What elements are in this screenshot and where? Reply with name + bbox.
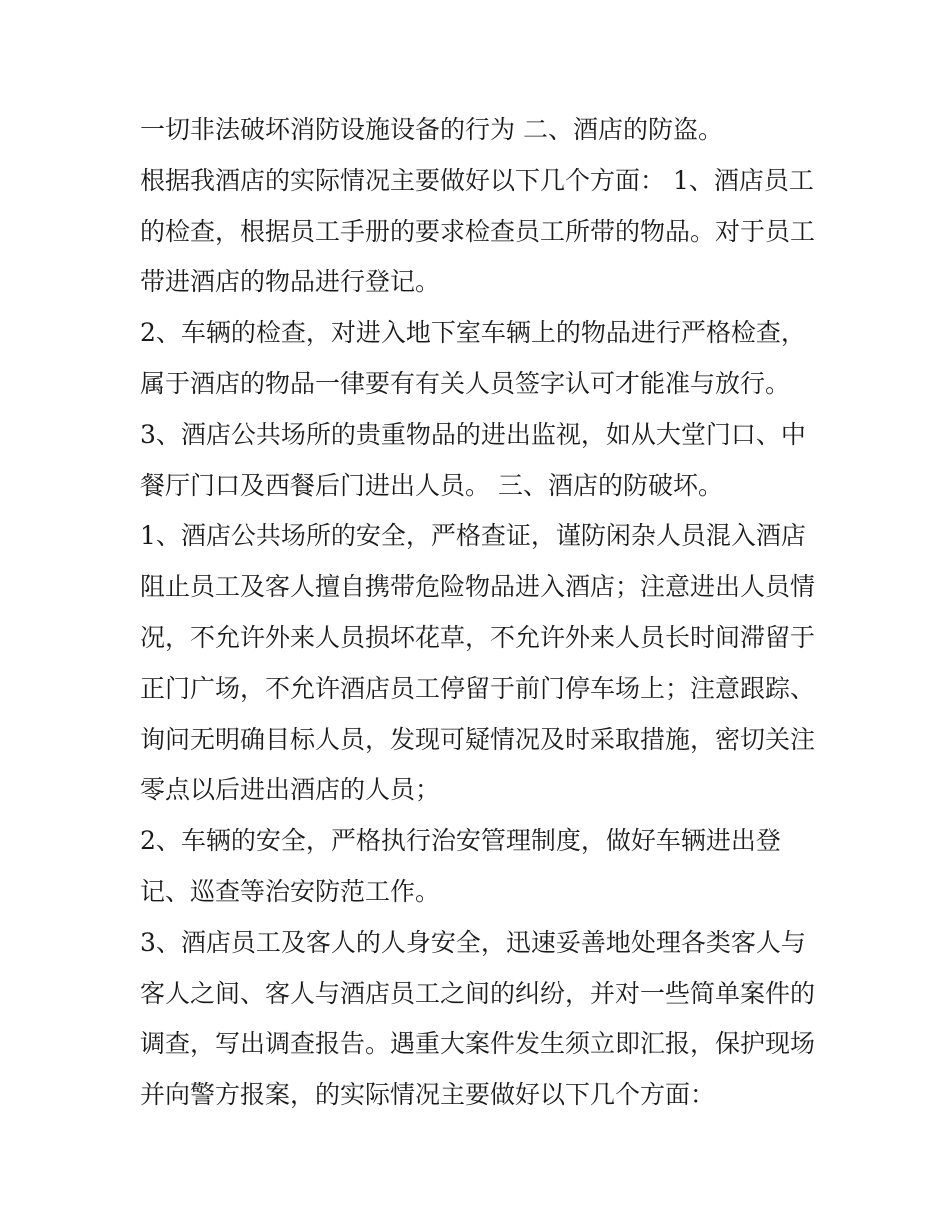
text-line: 1、酒店公共场所的安全，严格查证，谨防闲杂人员混入酒店 — [140, 521, 806, 551]
text-line: 一切非法破坏消防设施设备的行为 二、酒店的防盗。 — [140, 115, 723, 144]
text-line: 3、酒店公共场所的贵重物品的进出监视，如从大堂门口、中 — [140, 419, 806, 449]
text-line: 并向警方报案，的实际情况主要做好以下几个方面： — [140, 1080, 716, 1110]
body-text — [140, 105, 820, 1121]
text-line: 询问无明确目标人员，发现可疑情况及时采取措施，密切关注 — [140, 724, 816, 754]
text-line: 况，不允许外来人员损坏花草，不允许外来人员长时间滞留于 — [140, 622, 816, 652]
text-line: 调查，写出调查报告。遇重大案件发生须立即汇报，保护现场 — [140, 1029, 816, 1059]
text-line: 餐厅门口及西餐后门进出人员。 三、酒店的防破坏。 — [140, 470, 723, 500]
text-line: 的检查，根据员工手册的要求检查员工所带的物品。对于员工 — [140, 216, 816, 246]
text-line: 属于酒店的物品一律要有有关人员签字认可才能准与放行。 — [140, 368, 791, 398]
text-line: 正门广场，不允许酒店员工停留于前门停车场上；注意跟踪、 — [140, 673, 816, 703]
text-line: 根据我酒店的实际情况主要做好以下几个方面： 1、酒店员工 — [140, 165, 814, 195]
text-line: 3、酒店员工及客人的人身安全，迅速妥善地处理各类客人与 — [140, 927, 806, 957]
text-line: 客人之间、客人与酒店员工之间的纠纷，并对一些简单案件的 — [140, 978, 816, 1008]
text-line: 零点以后进出酒店的人员； — [140, 775, 441, 805]
text-line: 2、车辆的检查，对进入地下室车辆上的物品进行严格检查， — [140, 318, 806, 348]
text-line: 2、车辆的安全，严格执行治安管理制度，做好车辆进出登 — [140, 826, 781, 856]
text-line: 阻止员工及客人擅自携带危险物品进入酒店；注意进出人员情 — [140, 572, 816, 602]
text-line: 记、巡查等治安防范工作。 — [140, 876, 441, 906]
text-line: 带进酒店的物品进行登记。 — [140, 267, 441, 297]
